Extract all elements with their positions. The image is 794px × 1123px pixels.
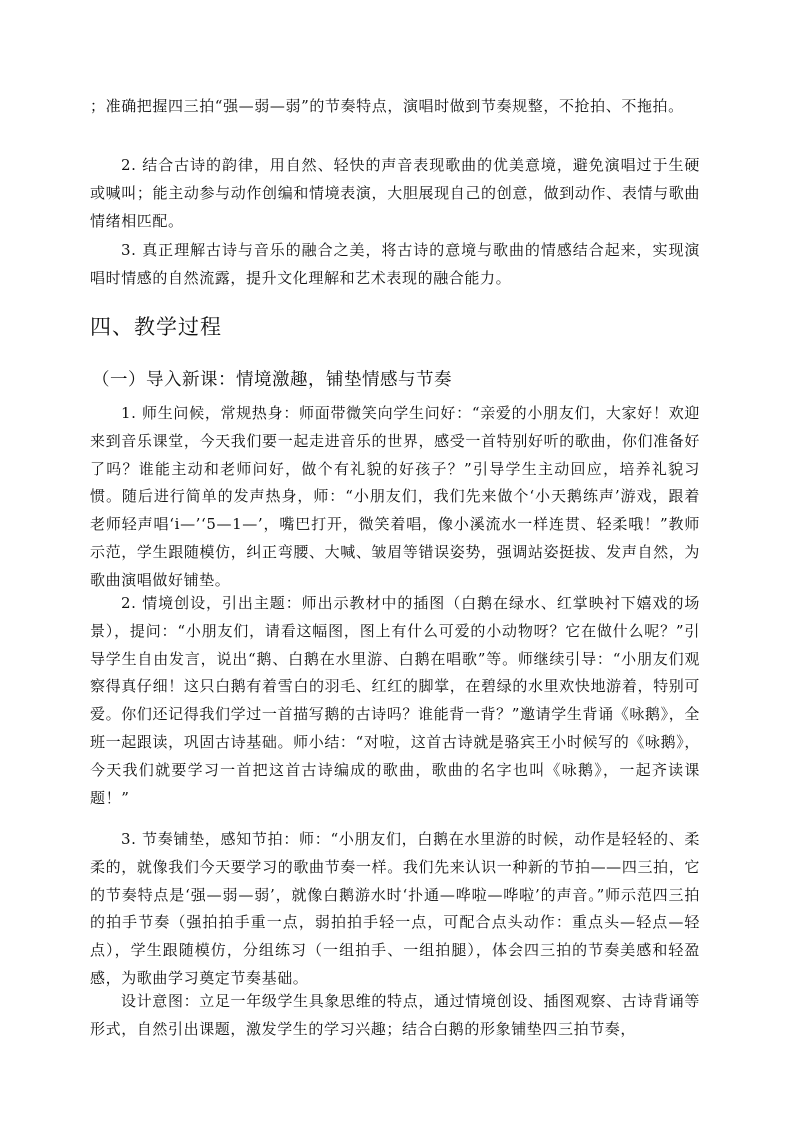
paragraph-step-1: 1. 师生问候，常规热身：师面带微笑向学生问好：“亲爱的小朋友们，大家好！欢迎来到音乐课堂，今天我们要一起走进音乐的世界，感受一首特别好听的歌曲，你们准备好了吗？谁能主动和老师问好，做个有礼貌的好孩子？”引导学生主动回应，培养礼貌习惯。随后进行简单的发声热身，师：“小朋友们，我们先来做个‘小天鹅练声’游戏，跟着老师轻声唱‘i—’‘5—1—’，嘴巴打开，微笑着唱，像小溪流水一样连贯、轻柔哦！”教师示范，学生跟随模仿，纠正弯腰、大喊、皱眉等错误姿势，强调站姿挺拔、发声自然，为歌曲演唱做好铺垫。 bbox=[90, 404, 700, 589]
paragraph-step-2: 2. 情境创设，引出主题：师出示教材中的插图（白鹅在绿水、红掌映衬下嬉戏的场景），提问：“小朋友们，请看这幅图，图上有什么可爱的小动物呀？它在做什么呢？”引导学生自由发言，说出“鹅、白鹅在水里游、白鹅在唱歌”等。师继续引导：“小朋友们观察得真仔细！这只白鹅有着雪白的羽毛、红红的脚掌，在碧绿的水里欢快地游着，特别可爱。你们还记得我们学过一首描写鹅的古诗吗？谁能背一背？”邀请学生背诵《咏鹅》，全班一起跟读，巩固古诗基础。师小结：“对啦，这首古诗就是骆宾王小时候写的《咏鹅》，今天我们就要学习一首把这首古诗编成的歌曲，歌曲的名字也叫《咏鹅》，一起齐读课题！” bbox=[90, 594, 700, 807]
paragraph-step-3: 3. 节奏铺垫，感知节拍：师：“小朋友们，白鹅在水里游的时候，动作是轻轻的、柔柔的，就像我们今天要学习的歌曲节奏一样。我们先来认识一种新的节拍——四三拍，它的节奏特点是‘强—弱—弱’，就像白鹅游水时‘扑通—哗啦—哗啦’的声音。”师示范四三拍的拍手节奏（强拍拍手重一点，弱拍拍手轻一点，可配合点头动作：重点头—轻点—轻点），学生跟随模仿，分组练习（一组拍手、一组拍腿），体会四三拍的节奏美感和轻盈感，为歌曲学习奠定节奏基础。 bbox=[90, 830, 700, 987]
section-heading: 四、教学过程 bbox=[90, 315, 222, 339]
paragraph-design-intent: 设计意图：立足一年级学生具象思维的特点，通过情境创设、插图观察、古诗背诵等形式，自然引出课题，激发学生的学习兴趣；结合白鹅的形象铺垫四三拍节奏， bbox=[90, 992, 700, 1038]
paragraph-objective-1-tail: ；准确把握四三拍“强—弱—弱”的节奏特点，演唱时做到节奏规整，不抢拍、不拖拍。 bbox=[90, 97, 684, 115]
paragraph-objective-3: 3. 真正理解古诗与音乐的融合之美，将古诗的意境与歌曲的情感结合起来，实现演唱时情感的自然流露，提升文化理解和艺术表现的融合能力。 bbox=[90, 241, 700, 287]
subsection-heading: （一）导入新课：情境激趣，铺垫情感与节奏 bbox=[92, 370, 452, 390]
paragraph-objective-2: 2. 结合古诗的韵律，用自然、轻快的声音表现歌曲的优美意境，避免演唱过于生硬或喊叫；能主动参与动作创编和情境表演，大胆展现自己的创意，做到动作、表情与歌曲情绪相匹配。 bbox=[90, 156, 700, 230]
